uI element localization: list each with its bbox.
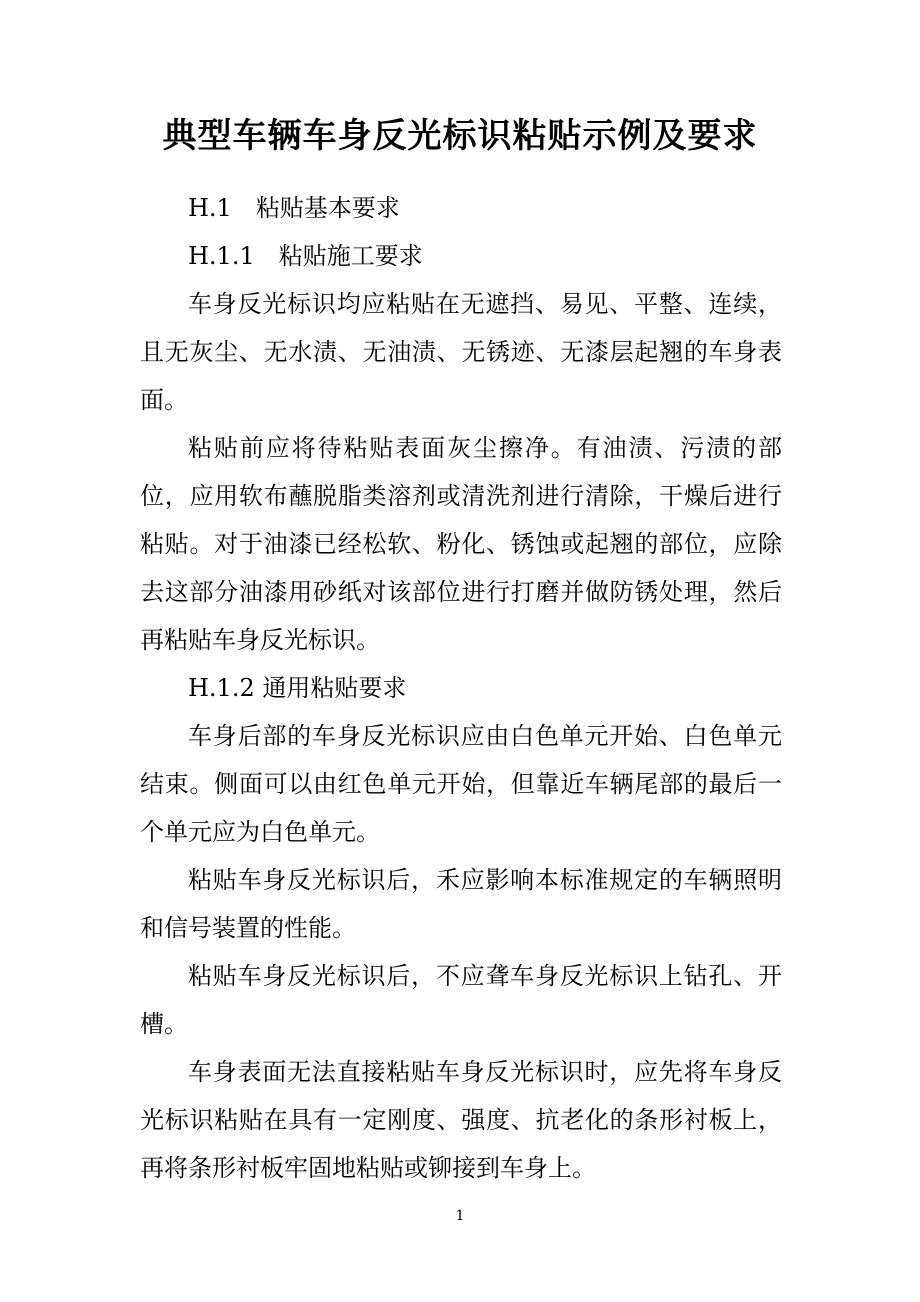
paragraph-surface-cleaning: 粘贴前应将待粘贴表面灰尘擦净。有油渍、污渍的部位，应用软布蘸脱脂类溶剂或清洗剂进行清除，干燥后进行粘贴。对于油漆已经松软、粉化、锈蚀或起翘的部位，应除去这部分油漆用砂纸对该部位进行打磨并做防锈处理，然后再粘贴车身反光标识。 <box>140 434 782 654</box>
section-heading-h1-2: H.1.2 通用粘贴要求 <box>188 674 407 702</box>
document-body <box>140 184 782 1192</box>
paragraph-lighting-performance: 粘贴车身反光标识后，禾应影响本标准规定的车辆照明和信号装置的性能。 <box>140 866 782 942</box>
paragraph-surface-requirements: 车身反光标识均应粘贴在无遮挡、易见、平整、连续，且无灰尘、无水渍、无油渍、无锈迹、无漆层起翘的车身表面。 <box>140 290 782 414</box>
section-heading-h1: H.1 粘贴基本要求 <box>188 194 400 222</box>
paragraph-no-drilling: 粘贴车身反光标识后，不应聋车身反光标识上钻孔、开槽。 <box>140 962 782 1038</box>
paragraph-unit-order: 车身后部的车身反光标识应由白色单元开始、白色单元结束。侧面可以由红色单元开始，但靠近车辆尾部的最后一个单元应为白色单元。 <box>140 722 782 846</box>
paragraph-backing-strip: 车身表面无法直接粘贴车身反光标识时，应先将车身反光标识粘贴在具有一定刚度、强度、抗老化的条形衬板上，再将条形衬板牢固地粘贴或铆接到车身上。 <box>140 1058 782 1182</box>
document-title: 典型车辆车身反光标识粘贴示例及要求 <box>162 116 758 156</box>
page-number: 1 <box>455 1208 465 1224</box>
section-heading-h1-1: H.1.1 粘贴施工要求 <box>188 242 423 270</box>
